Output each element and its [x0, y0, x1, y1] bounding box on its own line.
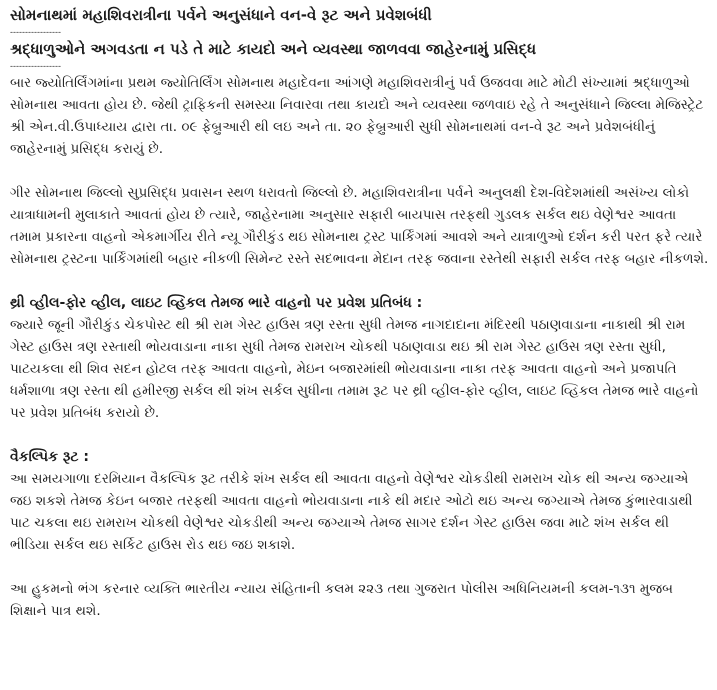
- section-heading-alternate-route: વૈકલ્પિક રૂટ :: [10, 449, 89, 465]
- paragraph-gap: [10, 556, 709, 578]
- paragraph-penalty: આ હુકમનો ભંગ કરનાર વ્યક્તિ ભારતીય ન્યાય સંહિતાની કલમ ૨૨૩ તથા ગુજરાત પોલીસ અધિનિયમની કલમ-૧૩૧ મુજબ શિક્ષાને પાત્ર થશે.: [10, 581, 674, 619]
- paragraph-gap: [10, 270, 709, 292]
- paragraph-gap: [10, 160, 709, 182]
- paragraph-intro: બાર જ્યોતિર્લિંગમાંના પ્રથમ જ્યોતિર્લિંગ સોમનાથ મહાદેવના આંગણે મહાશિવરાત્રીનું પર્વ ઉજવવા માટે મોટી સંખ્યામાં શ્રદ્ધાળુઓ સોમનાથ આવતા હોય છે. જેથી ટ્રાફિકની સમસ્યા નિવારવા તથા કાયદો અને વ્યવસ્થા જળવાઇ રહે તે અનુસંધાને જિલ્લા મેજિસ્ટ્રેટ શ્રી એન.વી.ઉપાધ્યાય દ્વારા તા. ૦૯ ફેબ્રુઆરી થી લઇ અને તા. ૨૦ ફેબ્રુઆરી સુધી સોમનાથમાં વન-વે રૂટ અને પ્રવેશબંધીનું જાહેરનામું પ્રસિદ્ધ કરાયું છે.: [10, 75, 704, 157]
- article-subtitle: શ્રદ્ધાળુઓને અગવડતા ન પડે તે માટે કાયદો અને વ્યવસ્થા જાળવવા જાહેરનામું પ્રસિદ્ધ: [10, 40, 537, 58]
- paragraph-gap: [10, 424, 709, 446]
- paragraph-entry-ban: જ્યારે જૂની ગૌરીકુંડ ચેકપોસ્ટ થી શ્રી રામ ગેસ્ટ હાઉસ ત્રણ રસ્તા સુધી તેમજ નાગદાદાના મંદિરથી પઠાણવાડાના નાકાથી શ્રી રામ ગેસ્ટ હાઉસ ત્રણ રસ્તાથી ભોયવાડાના નાકા સુધી તેમજ રામરાખ ચોકથી પઠાણવાડા થઇ શ્રી રામ ગેસ્ટ હાઉસ ત્રણ રસ્તા સુધી, પાટયકલા થી શિવ સદન હોટલ તરફ આવતા વાહનો, મેઇન બજારમાંથી ભોયવાડાના નાકા તરફ આવતા વાહનો અને પ્રજાપતિ ધર્મશાળા ત્રણ રસ્તા થી હમીરજી સર્કલ થી શંખ સર્કલ સુધીના તમામ રૂટ પર થ્રી વ્હીલ-ફોર વ્હીલ, લાઇટ વ્હિકલ તેમજ ભારે વાહનો પર પ્રવેશ પ્રતિબંધ કરાયો છે.: [10, 317, 699, 421]
- separator-line: -----------------: [10, 27, 61, 37]
- paragraph-one-way-route: ગીર સોમનાથ જિલ્લો સુપ્રસિદ્ધ પ્રવાસન સ્થળ ધરાવતો જિલ્લો છે. મહાશિવરાત્રીના પર્વને અનુલક્ષી દેશ-વિદેશમાંથી અસંખ્ય લોકો યાત્રાધામની મુલાકાતે આવતાં હોય છે ત્યારે, જાહેરનામા અનુસાર સફારી બાયપાસ તરફથી ગુડલક સર્કલ થઇ વેણેશ્વર આવતા તમામ પ્રકારના વાહનો એકમાર્ગીય રીતે ન્યૂ ગૌરીકુંડ થઇ સોમનાથ ટ્રસ્ટ પાર્કિંગમાં આવશે અને યાત્રાળુઓ દર્શન કરી પરત ફરે ત્યારે સોમનાથ ટ્રસ્ટના પાર્કિંગમાંથી બહાર નીકળી સિમેન્ટ રસ્તે સદભાવના મેદાન તરફ જવાના રસ્તેથી સફારી સર્કલ તરફ બહાર નીકળશે.: [10, 185, 709, 267]
- paragraph-alternate-route: આ સમયગાળા દરમિયાન વૈકલ્પિક રૂટ તરીકે શંખ સર્કલ થી આવતા વાહનો વેણેશ્વર ચોકડીથી રામરાખ ચોક થી અન્ય જગ્યાએ જઇ શકશે તેમજ કેઇન બજાર તરફથી આવતા વાહનો ભોયવાડાના નાકે થી મદાર ઓટો થઇ અન્ય જગ્યાએ તેમજ કુંભારવાડાથી પાટ ચકલા થઇ રામરાખ ચોકથી વેણેશ્વર ચોકડીથી અન્ય જગ્યાએ તેમજ સાગર દર્શન ગેસ્ટ હાઉસ જવા માટે શંખ સર્કલ થી ભીડિયા સર્કલ થઇ સર્કિટ હાઉસ રોડ થઇ જઇ શકાશે.: [10, 471, 693, 553]
- section-heading-entry-ban: થ્રી વ્હીલ-ફોર વ્હીલ, લાઇટ વ્હિકલ તેમજ ભારે વાહનો પર પ્રવેશ પ્રતિબંધ :: [10, 295, 423, 311]
- article-title: સોમનાથમાં મહાશિવરાત્રીના પર્વને અનુસંધાને વન-વે રૂટ અને પ્રવેશબંધી: [10, 6, 432, 24]
- separator-line: -----------------: [10, 61, 61, 71]
